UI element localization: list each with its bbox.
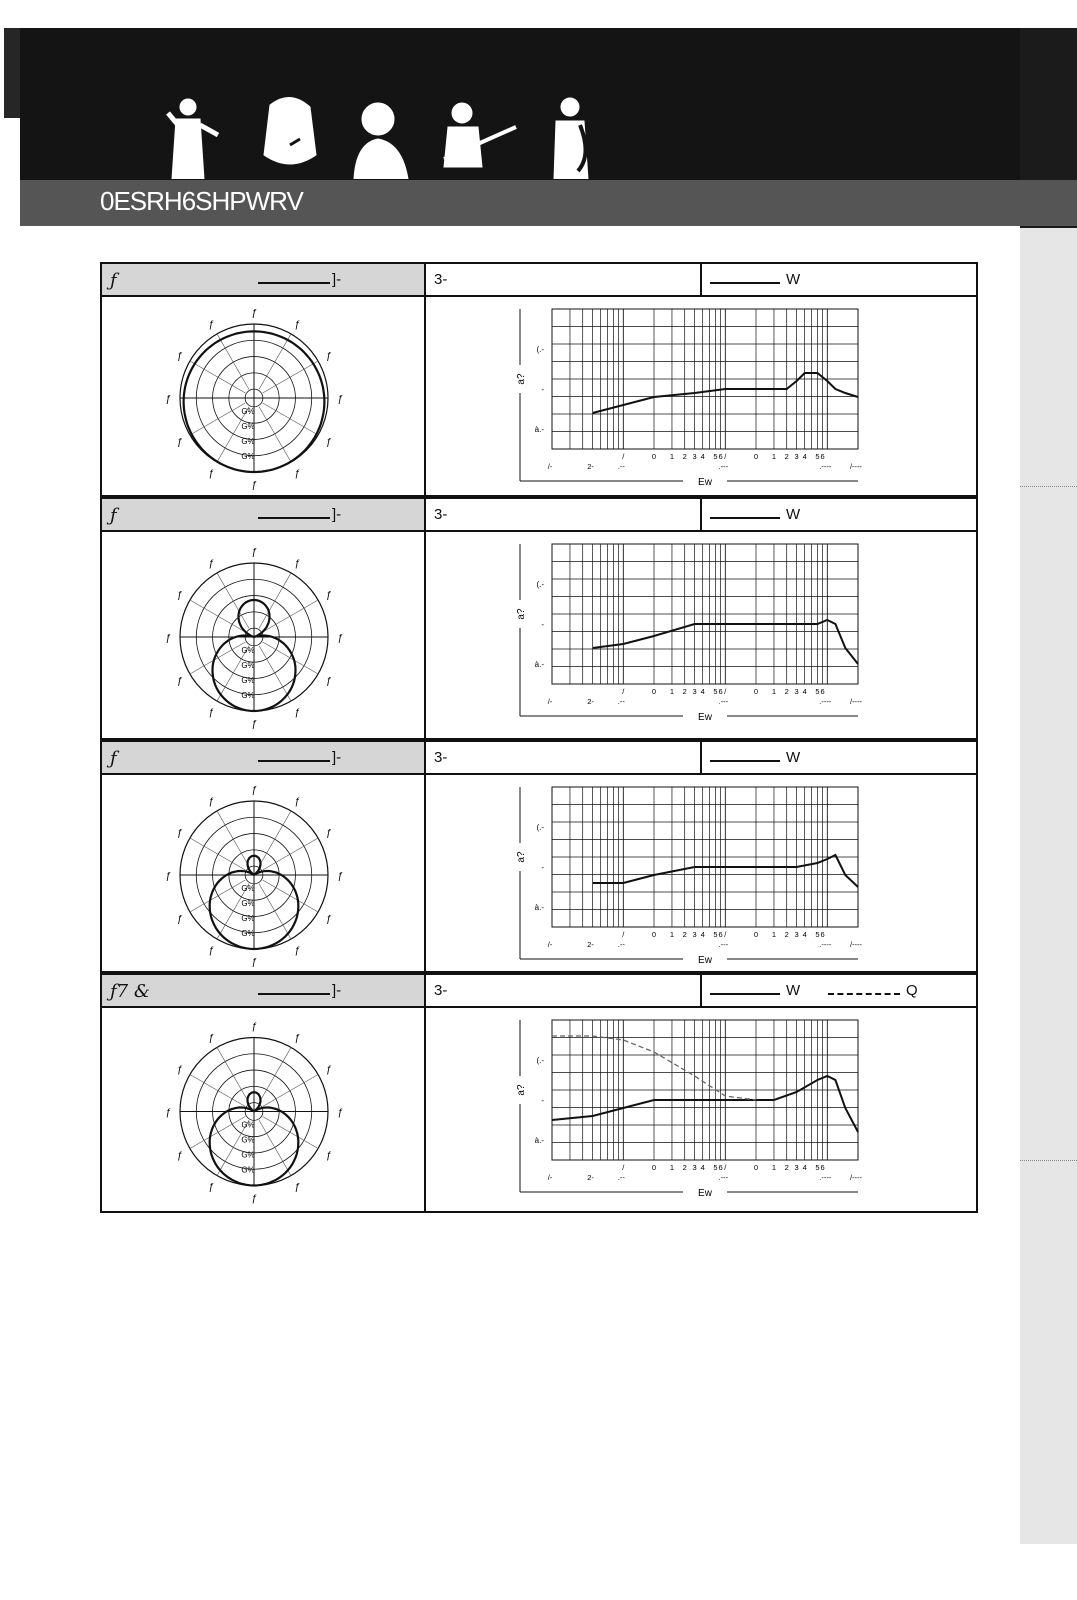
x-tick-label: 6 <box>820 1163 825 1172</box>
angle-label: ƒ <box>208 558 214 570</box>
y-tick-label: à.- <box>534 660 544 669</box>
x-tick-label: 3 <box>692 687 697 696</box>
y-tick-label: (.- <box>536 580 544 589</box>
saxophonist-figure <box>554 98 588 179</box>
polar-plot <box>102 532 424 738</box>
angle-label: ƒ <box>294 1033 300 1045</box>
angle-label: ƒ <box>176 828 183 839</box>
x-tick-label: / <box>622 1163 625 1172</box>
angle-label: ƒ <box>165 1107 171 1119</box>
x-tick-label: 0 <box>651 1163 657 1172</box>
frequency-label: 3‑ <box>434 749 448 766</box>
x-tick-label: 5 <box>815 930 820 939</box>
legend-solid-line <box>710 517 780 519</box>
polar-spoke <box>259 334 291 389</box>
x-tick-label: 0 <box>753 687 759 696</box>
polar-spoke <box>263 403 318 435</box>
angle-label: ƒ <box>251 1193 257 1205</box>
x-tick-label: / <box>724 687 727 696</box>
angle-label: ƒ <box>325 914 332 925</box>
angle-label: ƒ <box>208 1033 214 1045</box>
y-tick-label: à.- <box>534 425 544 434</box>
ring-label: G% <box>241 914 255 923</box>
polar-spoke <box>190 1075 245 1107</box>
ring-label: G% <box>241 452 255 461</box>
polar-header-cell <box>100 973 426 1008</box>
x-tick-label: 1 <box>669 687 675 696</box>
x-tick-label: 4 <box>802 1163 807 1172</box>
y-tick-label: - <box>541 1096 544 1105</box>
x-tick-label: 2 <box>682 687 687 696</box>
x-tick-label: 2 <box>784 687 789 696</box>
polar-label: ƒ7 & <box>110 981 150 1002</box>
angle-label: ƒ <box>337 1107 343 1119</box>
legend-header-cell <box>700 740 978 775</box>
angle-label: ƒ <box>325 1150 332 1162</box>
polar-spoke <box>263 838 318 870</box>
x-tick-label: 6 <box>718 1163 723 1172</box>
x-tick-label: / <box>622 930 625 939</box>
x-tick-label: .--- <box>718 462 729 471</box>
polar-spoke <box>263 642 318 674</box>
response-curve-solid <box>552 1076 858 1132</box>
angle-label: ƒ <box>294 319 300 331</box>
frequency-plot-cell <box>424 773 978 973</box>
ring-label: G% <box>241 1120 255 1130</box>
x-tick-label: .-- <box>617 462 625 471</box>
x-tick-label: .-- <box>617 697 625 706</box>
legend-solid-line <box>710 282 780 284</box>
x-tick-label: 3 <box>794 687 799 696</box>
x-tick-label: 5 <box>815 452 820 461</box>
ring-label: G% <box>241 691 255 700</box>
polar-spoke <box>190 1117 245 1149</box>
x-tick-label: 6 <box>718 687 723 696</box>
polar-spoke <box>190 880 245 912</box>
angle-label: ƒ <box>208 468 214 480</box>
singer-figure <box>168 99 218 179</box>
x-tick-label: 0 <box>651 687 657 696</box>
legend-dashed-line <box>828 993 900 995</box>
polar-header-cell <box>100 262 426 297</box>
angle-label: ƒ <box>325 351 332 362</box>
angle-label: ƒ <box>208 707 214 719</box>
x-tick-label: 3 <box>692 1163 697 1172</box>
polar-plot <box>102 297 424 495</box>
polar-suffix: ]‑ <box>332 506 342 523</box>
angle-label: ƒ <box>294 945 300 957</box>
x-tick-label: 6 <box>718 452 723 461</box>
x-axis-label: Ew <box>698 1188 712 1199</box>
x-tick-label: /---- <box>849 697 863 706</box>
y-tick-label: (.- <box>536 1056 544 1065</box>
table-row <box>100 262 978 497</box>
polar-spoke <box>259 1120 291 1175</box>
x-tick-label: 2 <box>682 1163 687 1172</box>
frequency-header-cell <box>424 973 702 1008</box>
x-tick-label: 4 <box>700 687 705 696</box>
angle-label: ƒ <box>325 590 332 601</box>
side-tab-strip <box>1020 228 1077 1544</box>
x-tick-label: 2 <box>784 1163 789 1172</box>
x-tick-label: 1 <box>771 687 777 696</box>
angle-label: ƒ <box>325 437 332 448</box>
x-tick-label: 6 <box>820 452 825 461</box>
legend-solid-line <box>710 993 780 995</box>
x-tick-label: 4 <box>802 930 807 939</box>
angle-label: ƒ <box>251 308 257 319</box>
x-tick-label: 6 <box>718 930 723 939</box>
x-tick-label: 0 <box>651 930 657 939</box>
polar-spoke <box>263 1117 318 1149</box>
angle-label: ƒ <box>176 676 183 687</box>
x-axis-label: Ew <box>698 712 712 723</box>
x-tick-label: 2 <box>784 452 789 461</box>
angle-label: ƒ <box>251 957 257 968</box>
polar-spoke <box>217 1047 249 1102</box>
angle-label: ƒ <box>165 633 171 644</box>
header-rule <box>258 282 330 284</box>
polar-suffix: ]‑ <box>332 749 342 766</box>
angle-label: ƒ <box>176 1150 183 1162</box>
polar-plot-cell <box>100 1006 426 1213</box>
y-axis-label: a? <box>516 851 527 863</box>
x-tick-label: 4 <box>802 452 807 461</box>
frequency-header-cell <box>424 740 702 775</box>
x-tick-label: / <box>622 687 625 696</box>
polar-spoke <box>259 1047 291 1102</box>
polar-spoke <box>263 880 318 912</box>
polar-spoke <box>259 646 291 701</box>
angle-label: ƒ <box>251 785 257 796</box>
angle-label: ƒ <box>251 1021 257 1033</box>
frequency-response-chart <box>426 297 976 495</box>
x-tick-label: .--- <box>718 1173 729 1182</box>
performer-figures <box>160 95 630 179</box>
x-tick-label: 1 <box>771 1163 777 1172</box>
y-tick-label: - <box>541 385 544 394</box>
frequency-label: 3‑ <box>434 982 448 999</box>
legend-solid-label: W <box>786 982 801 999</box>
x-tick-label: /- <box>547 462 553 471</box>
x-tick-label: .---- <box>819 697 832 706</box>
x-tick-label: 3 <box>794 452 799 461</box>
speaker-figure <box>354 103 408 179</box>
angle-label: ƒ <box>294 558 300 570</box>
x-tick-label: 5 <box>713 452 718 461</box>
x-tick-label: 5 <box>713 687 718 696</box>
angle-label: ƒ <box>176 351 183 362</box>
y-tick-label: - <box>541 620 544 629</box>
header-rule <box>258 760 330 762</box>
angle-label: ƒ <box>325 828 332 839</box>
x-tick-label: 0 <box>753 1163 759 1172</box>
polar-spoke <box>259 811 291 866</box>
polar-label: ƒ <box>110 505 117 526</box>
x-tick-label: 3 <box>794 930 799 939</box>
polar-spoke <box>190 361 245 393</box>
x-tick-label: 4 <box>802 687 807 696</box>
x-tick-label: 1 <box>669 930 675 939</box>
ring-label: G% <box>241 1135 255 1145</box>
angle-label: ƒ <box>251 719 257 730</box>
x-tick-label: / <box>622 452 625 461</box>
polar-plot-cell <box>100 530 426 740</box>
angle-label: ƒ <box>251 547 257 558</box>
guitarist-figure <box>444 103 516 167</box>
angle-label: ƒ <box>176 437 183 448</box>
angle-label: ƒ <box>208 319 214 331</box>
x-tick-label: 2 <box>682 930 687 939</box>
ring-label: G% <box>241 646 255 655</box>
polar-plot-cell <box>100 773 426 973</box>
y-tick-label: - <box>541 863 544 872</box>
angle-label: ƒ <box>294 796 300 808</box>
angle-label: ƒ <box>337 394 343 405</box>
side-tab-divider <box>1020 1160 1077 1161</box>
angle-label: ƒ <box>165 394 171 405</box>
frequency-plot-cell <box>424 530 978 740</box>
frequency-response-chart <box>426 775 976 971</box>
frequency-header-cell <box>424 497 702 532</box>
polar-spoke <box>263 1075 318 1107</box>
x-tick-label: 0 <box>651 452 657 461</box>
x-tick-label: 2 <box>682 452 687 461</box>
y-tick-label: à.- <box>534 903 544 912</box>
ring-label: G% <box>241 899 255 908</box>
polar-spoke <box>190 838 245 870</box>
frequency-label: 3‑ <box>434 271 448 288</box>
header-rule <box>258 993 330 995</box>
x-tick-label: /---- <box>849 462 863 471</box>
frequency-response-chart <box>426 1008 976 1211</box>
x-tick-label: .---- <box>819 462 832 471</box>
polar-spoke <box>259 407 291 462</box>
polar-label: ƒ <box>110 270 117 291</box>
x-tick-label: .-- <box>617 940 625 949</box>
ring-label: G% <box>241 661 255 670</box>
ring-label: G% <box>241 884 255 893</box>
headset-figure <box>264 97 316 164</box>
polar-plot <box>102 1008 424 1211</box>
angle-label: ƒ <box>165 871 171 882</box>
table-row <box>100 973 978 1213</box>
header-rule <box>258 517 330 519</box>
x-tick-label: /- <box>547 697 553 706</box>
x-tick-label: 4 <box>700 452 705 461</box>
x-tick-label: 1 <box>669 1163 675 1172</box>
y-tick-label: à.- <box>534 1136 544 1145</box>
polar-header-cell <box>100 740 426 775</box>
polar-spoke <box>217 334 249 389</box>
x-tick-label: / <box>724 930 727 939</box>
frequency-response-chart <box>426 532 976 738</box>
angle-label: ƒ <box>337 633 343 644</box>
x-tick-label: 2 <box>784 930 789 939</box>
polar-plot <box>102 775 424 971</box>
angle-label: ƒ <box>176 590 183 601</box>
angle-label: ƒ <box>325 1064 332 1076</box>
frequency-label: 3‑ <box>434 506 448 523</box>
legend-dashed-label: Q <box>906 982 918 999</box>
x-tick-label: 3 <box>794 1163 799 1172</box>
ring-label: G% <box>241 1150 255 1160</box>
angle-label: ƒ <box>294 468 300 480</box>
polar-suffix: ]‑ <box>332 982 342 999</box>
polar-header-cell <box>100 497 426 532</box>
polar-spoke <box>217 811 249 866</box>
x-tick-label: 4 <box>700 1163 705 1172</box>
x-tick-label: /- <box>547 1173 553 1182</box>
x-axis-label: Ew <box>698 955 712 966</box>
x-tick-label: .--- <box>718 697 729 706</box>
polar-spoke <box>259 573 291 628</box>
x-tick-label: 5 <box>713 930 718 939</box>
polar-spoke <box>263 600 318 632</box>
x-tick-label: 1 <box>771 452 777 461</box>
table-row <box>100 740 978 973</box>
polar-spoke <box>263 361 318 393</box>
y-axis-label: a? <box>516 1084 527 1096</box>
legend-solid-label: W <box>786 271 801 288</box>
legend-solid-label: W <box>786 506 801 523</box>
x-tick-label: 3 <box>692 452 697 461</box>
table-row <box>100 497 978 740</box>
x-tick-label: 2- <box>587 1173 594 1182</box>
legend-header-cell <box>700 497 978 532</box>
angle-label: ƒ <box>294 707 300 719</box>
x-tick-label: .---- <box>819 1173 832 1182</box>
angle-label: ƒ <box>325 676 332 687</box>
polar-suffix: ]‑ <box>332 271 342 288</box>
angle-label: ƒ <box>251 480 257 491</box>
x-tick-label: 5 <box>713 1163 718 1172</box>
side-tab-divider <box>1020 486 1077 487</box>
angle-label: ƒ <box>208 796 214 808</box>
ring-label: G% <box>241 676 255 685</box>
legend-header-cell <box>700 973 978 1008</box>
polar-spoke <box>259 884 291 939</box>
legend-header-cell <box>700 262 978 297</box>
x-tick-label: 0 <box>753 930 759 939</box>
x-tick-label: 2- <box>587 697 594 706</box>
polar-spoke <box>217 573 249 628</box>
angle-label: ƒ <box>337 871 343 882</box>
angle-label: ƒ <box>176 914 183 925</box>
x-tick-label: /---- <box>849 940 863 949</box>
x-tick-label: 6 <box>820 687 825 696</box>
x-tick-label: .-- <box>617 1173 625 1182</box>
x-tick-label: 1 <box>771 930 777 939</box>
polar-spoke <box>190 403 245 435</box>
ring-label: G% <box>241 407 255 416</box>
x-tick-label: .--- <box>718 940 729 949</box>
angle-label: ƒ <box>208 945 214 957</box>
x-tick-label: 2- <box>587 462 594 471</box>
y-tick-label: (.- <box>536 345 544 354</box>
polar-spoke <box>190 600 245 632</box>
x-tick-label: / <box>724 452 727 461</box>
angle-label: ƒ <box>208 1181 214 1193</box>
ring-label: G% <box>241 422 255 431</box>
x-tick-label: .---- <box>819 940 832 949</box>
x-tick-label: 5 <box>815 1163 820 1172</box>
y-axis-label: a? <box>516 608 527 620</box>
x-tick-label: 0 <box>753 452 759 461</box>
y-axis-label: a? <box>516 373 527 385</box>
legend-solid-label: W <box>786 749 801 766</box>
x-tick-label: /- <box>547 940 553 949</box>
ring-label: G% <box>241 1165 255 1175</box>
frequency-header-cell <box>424 262 702 297</box>
frequency-plot-cell <box>424 295 978 497</box>
frequency-plot-cell <box>424 1006 978 1213</box>
polar-spoke <box>190 642 245 674</box>
x-tick-label: 4 <box>700 930 705 939</box>
x-tick-label: 3 <box>692 930 697 939</box>
polar-response-table <box>100 262 978 1232</box>
x-tick-label: / <box>724 1163 727 1172</box>
x-tick-label: 2- <box>587 940 594 949</box>
y-tick-label: (.- <box>536 823 544 832</box>
x-tick-label: 1 <box>669 452 675 461</box>
angle-label: ƒ <box>294 1181 300 1193</box>
angle-label: ƒ <box>176 1064 183 1076</box>
x-axis-label: Ew <box>698 477 712 488</box>
x-tick-label: 6 <box>820 930 825 939</box>
x-tick-label: /---- <box>849 1173 863 1182</box>
polar-plot-cell <box>100 295 426 497</box>
legend-solid-line <box>710 760 780 762</box>
ring-label: G% <box>241 437 255 446</box>
x-tick-label: 5 <box>815 687 820 696</box>
ring-label: G% <box>241 929 255 938</box>
polar-label: ƒ <box>110 748 117 769</box>
page-title: 0ESRH6SHPWRV <box>100 186 303 216</box>
